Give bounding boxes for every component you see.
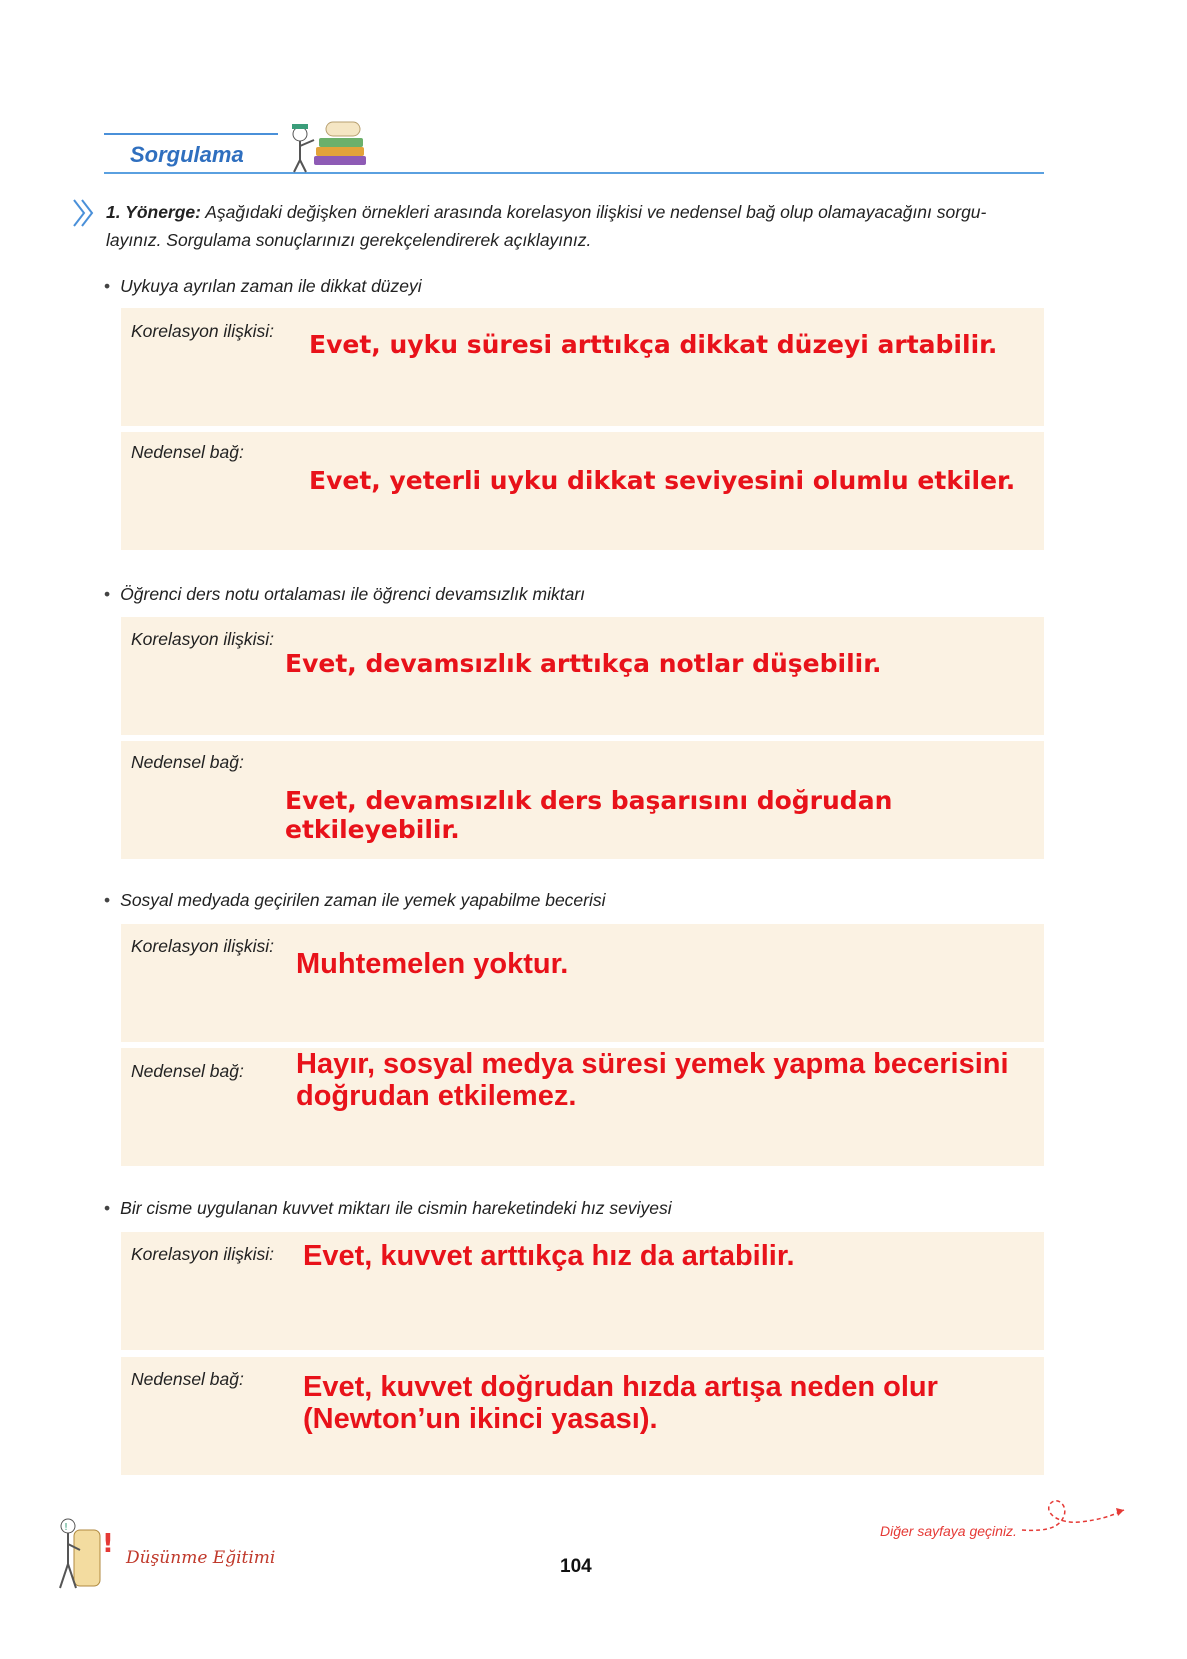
instruction-text-2: layınız. Sorgulama sonuçlarınızı gerekçelendirerek açıklayınız. <box>106 230 592 250</box>
topic-3: • Sosyal medyada geçirilen zaman ile yemek yapabilme becerisi <box>104 890 606 911</box>
korelasyon-label: Korelasyon ilişkisi: <box>131 1244 274 1264</box>
thinking-character-logo-icon <box>54 1512 114 1594</box>
svg-text:!: ! <box>64 1522 69 1533</box>
nedensel-answer-3-line-1: Hayır, sosyal medya süresi yemek yapma becerisini <box>296 1048 1009 1080</box>
books-character-icon <box>286 112 370 176</box>
dashed-arrow-icon <box>1020 1490 1130 1538</box>
nedensel-label: Nedensel bağ: <box>131 752 244 772</box>
nedensel-answer-4-line-1: Evet, kuvvet doğrudan hızda artışa neden olur <box>303 1371 938 1403</box>
korelasyon-box-1 <box>121 308 1044 426</box>
nedensel-answer-1: Evet, yeterli uyku dikkat seviyesini olumlu etkiler. <box>309 466 1016 495</box>
nedensel-box-1 <box>121 432 1044 550</box>
korelasyon-label: Korelasyon ilişkisi: <box>131 629 274 649</box>
section-title: Sorgulama <box>130 142 244 167</box>
nedensel-label: Nedensel bağ: <box>131 1369 244 1389</box>
nedensel-answer-2: Evet, devamsızlık ders başarısını doğrudan etkileyebilir. <box>285 786 893 844</box>
instruction <box>106 198 1046 254</box>
page-number: 104 <box>560 1556 592 1577</box>
header-rule-top <box>104 133 278 135</box>
nedensel-label: Nedensel bağ: <box>131 1061 244 1081</box>
nedensel-box-4 <box>121 1357 1044 1475</box>
korelasyon-label: Korelasyon ilişkisi: <box>131 936 274 956</box>
footer-brand: Düşünme Eğitimi <box>126 1548 276 1568</box>
topic-1: • Uykuya ayrılan zaman ile dikkat düzeyi <box>104 276 422 297</box>
topic-4: • Bir cisme uygulanan kuvvet miktarı ile cismin hareketindeki hız seviyesi <box>104 1198 672 1219</box>
svg-text:!: ! <box>102 1529 114 1559</box>
nedensel-label: Nedensel bağ: <box>131 442 244 462</box>
korelasyon-answer-3: Muhtemelen yoktur. <box>296 948 569 980</box>
double-chevron-icon <box>72 198 96 228</box>
instruction-label: 1. Yönerge: <box>106 202 201 222</box>
korelasyon-box-3 <box>121 924 1044 1042</box>
nedensel-box-2 <box>121 741 1044 859</box>
korelasyon-label: Korelasyon ilişkisi: <box>131 321 274 341</box>
topic-2: • Öğrenci ders notu ortalaması ile öğrenci devamsızlık miktarı <box>104 584 585 605</box>
korelasyon-box-4 <box>121 1232 1044 1350</box>
nedensel-box-3 <box>121 1048 1044 1166</box>
next-page-text: Diğer sayfaya geçiniz. <box>880 1523 1017 1539</box>
nedensel-answer-4-line-2: (Newton’un ikinci yasası). <box>303 1403 658 1435</box>
korelasyon-box-2 <box>121 617 1044 735</box>
korelasyon-answer-2: Evet, devamsızlık arttıkça notlar düşebilir. <box>285 649 882 678</box>
header-rule-bottom <box>104 172 1044 174</box>
instruction-text: Aşağıdaki değişken örnekleri arasında korelasyon ilişkisi ve nedensel bağ olup olamayacağını sorgu- <box>205 202 987 222</box>
nedensel-answer-3-line-2: doğrudan etkilemez. <box>296 1080 577 1112</box>
korelasyon-answer-4: Evet, kuvvet arttıkça hız da artabilir. <box>303 1240 795 1272</box>
korelasyon-answer-1: Evet, uyku süresi arttıkça dikkat düzeyi artabilir. <box>309 330 998 359</box>
